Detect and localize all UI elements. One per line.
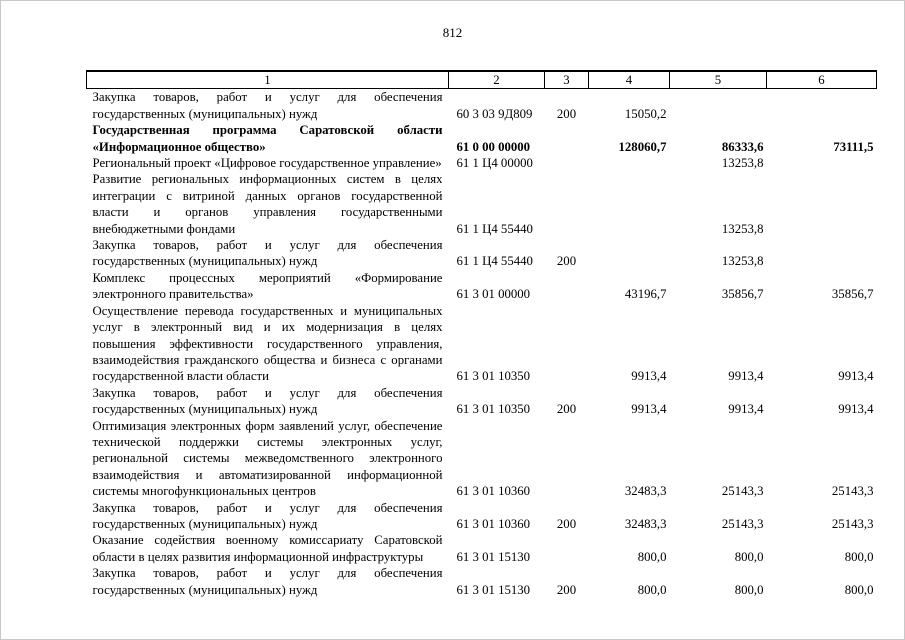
cell-measure	[545, 122, 589, 155]
table-row	[87, 171, 877, 237]
column-header-3: 3	[545, 71, 589, 89]
cell-col5: 13253,8	[721, 221, 764, 236]
column-header-2: 2	[449, 71, 545, 89]
cell-col4	[589, 237, 670, 270]
cell-name: Осуществление перевода государственных и муниципальных услуг в электронный вид и их модернизация в целях повышения эффективности государственного управления, взаимодействия гражданского общества и бизнеса с органами государственной власти области	[92, 303, 443, 384]
cell-col6: 25143,3	[831, 516, 874, 531]
cell-measure: 200	[556, 106, 577, 121]
cell-measure	[545, 270, 589, 303]
cell-col4: 15050,2	[624, 106, 667, 121]
cell-name: Развитие региональных информационных систем в целях интеграции с витриной данных органов государственной власти и органов управления государственными внебюджетными фондами	[92, 172, 443, 236]
cell-col6: 9913,4	[838, 369, 874, 384]
column-header-4: 4	[589, 71, 670, 89]
cell-col5: 800,0	[734, 549, 764, 564]
table-row	[87, 500, 877, 533]
page-number: 812	[442, 25, 463, 40]
column-header-6: 6	[767, 71, 877, 89]
cell-code: 61 3 01 10350	[456, 402, 531, 417]
table-row	[87, 532, 877, 565]
table-header-row	[87, 71, 877, 89]
cell-col4	[589, 171, 670, 237]
cell-measure	[545, 155, 589, 171]
cell-name: Закупка товаров, работ и услуг для обеспечения государственных (муниципальных) нужд	[92, 238, 443, 269]
cell-measure: 200	[556, 402, 577, 417]
cell-col5: 800,0	[734, 582, 764, 597]
cell-code: 61 1 Ц4 55440	[456, 254, 533, 269]
cell-col5: 35856,7	[721, 287, 764, 302]
cell-col4: 800,0	[637, 582, 667, 597]
cell-col6	[767, 237, 877, 270]
cell-col5: 86333,6	[721, 139, 764, 154]
cell-col4: 800,0	[637, 549, 667, 564]
cell-col4: 43196,7	[624, 287, 667, 302]
cell-col5: 25143,3	[721, 484, 764, 499]
cell-code: 61 3 01 15130	[456, 549, 531, 564]
cell-col5: 9913,4	[728, 369, 764, 384]
cell-col6: 35856,7	[831, 287, 874, 302]
budget-table	[86, 70, 877, 598]
cell-col6: 9913,4	[838, 402, 874, 417]
table-row	[87, 237, 877, 270]
cell-col5: 9913,4	[728, 402, 764, 417]
cell-col6: 73111,5	[833, 139, 874, 154]
cell-code: 61 3 01 10360	[456, 516, 531, 531]
cell-code: 61 3 01 10360	[456, 484, 531, 499]
cell-col4: 32483,3	[624, 516, 667, 531]
cell-code: 61 3 01 15130	[456, 582, 531, 597]
cell-measure	[545, 171, 589, 237]
cell-col5: 13253,8	[721, 156, 764, 171]
cell-col4: 32483,3	[624, 484, 667, 499]
cell-col4: 9913,4	[631, 369, 667, 384]
cell-measure	[545, 418, 589, 500]
cell-code: 60 3 03 9Д809	[456, 106, 533, 121]
cell-code: 61 3 01 10350	[456, 369, 531, 384]
cell-col6	[767, 155, 877, 171]
table-row	[87, 89, 877, 122]
table-row	[87, 270, 877, 303]
table-row	[87, 418, 877, 500]
cell-name: Закупка товаров, работ и услуг для обеспечения государственных (муниципальных) нужд	[92, 566, 443, 597]
cell-col4	[589, 155, 670, 171]
cell-col4: 9913,4	[631, 402, 667, 417]
column-header-1: 1	[87, 71, 449, 89]
cell-measure	[545, 303, 589, 385]
cell-name: Оказание содействия военному комиссариату Саратовской области в целях развития информационной инфраструктуры	[92, 533, 443, 564]
cell-name: Государственная программа Саратовской области «Информационное общество»	[92, 123, 443, 154]
table-row	[87, 303, 877, 385]
cell-col4: 128060,7	[618, 139, 667, 154]
cell-col6: 800,0	[844, 549, 874, 564]
column-header-5: 5	[670, 71, 767, 89]
table-header	[87, 71, 877, 89]
cell-name: Региональный проект «Цифровое государственное управление»	[92, 156, 442, 171]
cell-col6	[767, 171, 877, 237]
cell-code: 61 1 Ц4 00000	[456, 156, 533, 171]
cell-col6: 25143,3	[831, 484, 874, 499]
cell-measure: 200	[556, 516, 577, 531]
table-row-program	[87, 122, 877, 155]
cell-name: Закупка товаров, работ и услуг для обеспечения государственных (муниципальных) нужд	[92, 385, 443, 417]
cell-name: Комплекс процессных мероприятий «Формирование электронного правительства»	[92, 270, 443, 302]
cell-name: Закупка товаров, работ и услуг для обеспечения государственных (муниципальных) нужд	[92, 90, 443, 121]
cell-col6: 800,0	[844, 582, 874, 597]
table-row	[87, 565, 877, 598]
cell-name: Закупка товаров, работ и услуг для обеспечения государственных (муниципальных) нужд	[92, 500, 443, 531]
cell-col5: 13253,8	[721, 254, 764, 269]
cell-name: Оптимизация электронных форм заявлений услуг, обеспечение технической поддержки системы электронных услуг, региональной системы межведомственного электронного взаимодействия и автоматизированной информационной системы многофункциональных центров	[92, 418, 443, 499]
cell-code: 61 1 Ц4 55440	[456, 221, 533, 236]
table-body	[87, 89, 877, 598]
table-row	[87, 385, 877, 418]
cell-col5	[670, 89, 767, 122]
cell-measure: 200	[556, 582, 577, 597]
cell-measure: 200	[556, 254, 577, 269]
cell-code: 61 3 01 00000	[456, 287, 531, 302]
cell-measure	[545, 532, 589, 565]
cell-col6	[767, 89, 877, 122]
cell-col5: 25143,3	[721, 516, 764, 531]
cell-code: 61 0 00 00000	[456, 139, 531, 154]
table-row	[87, 155, 877, 171]
